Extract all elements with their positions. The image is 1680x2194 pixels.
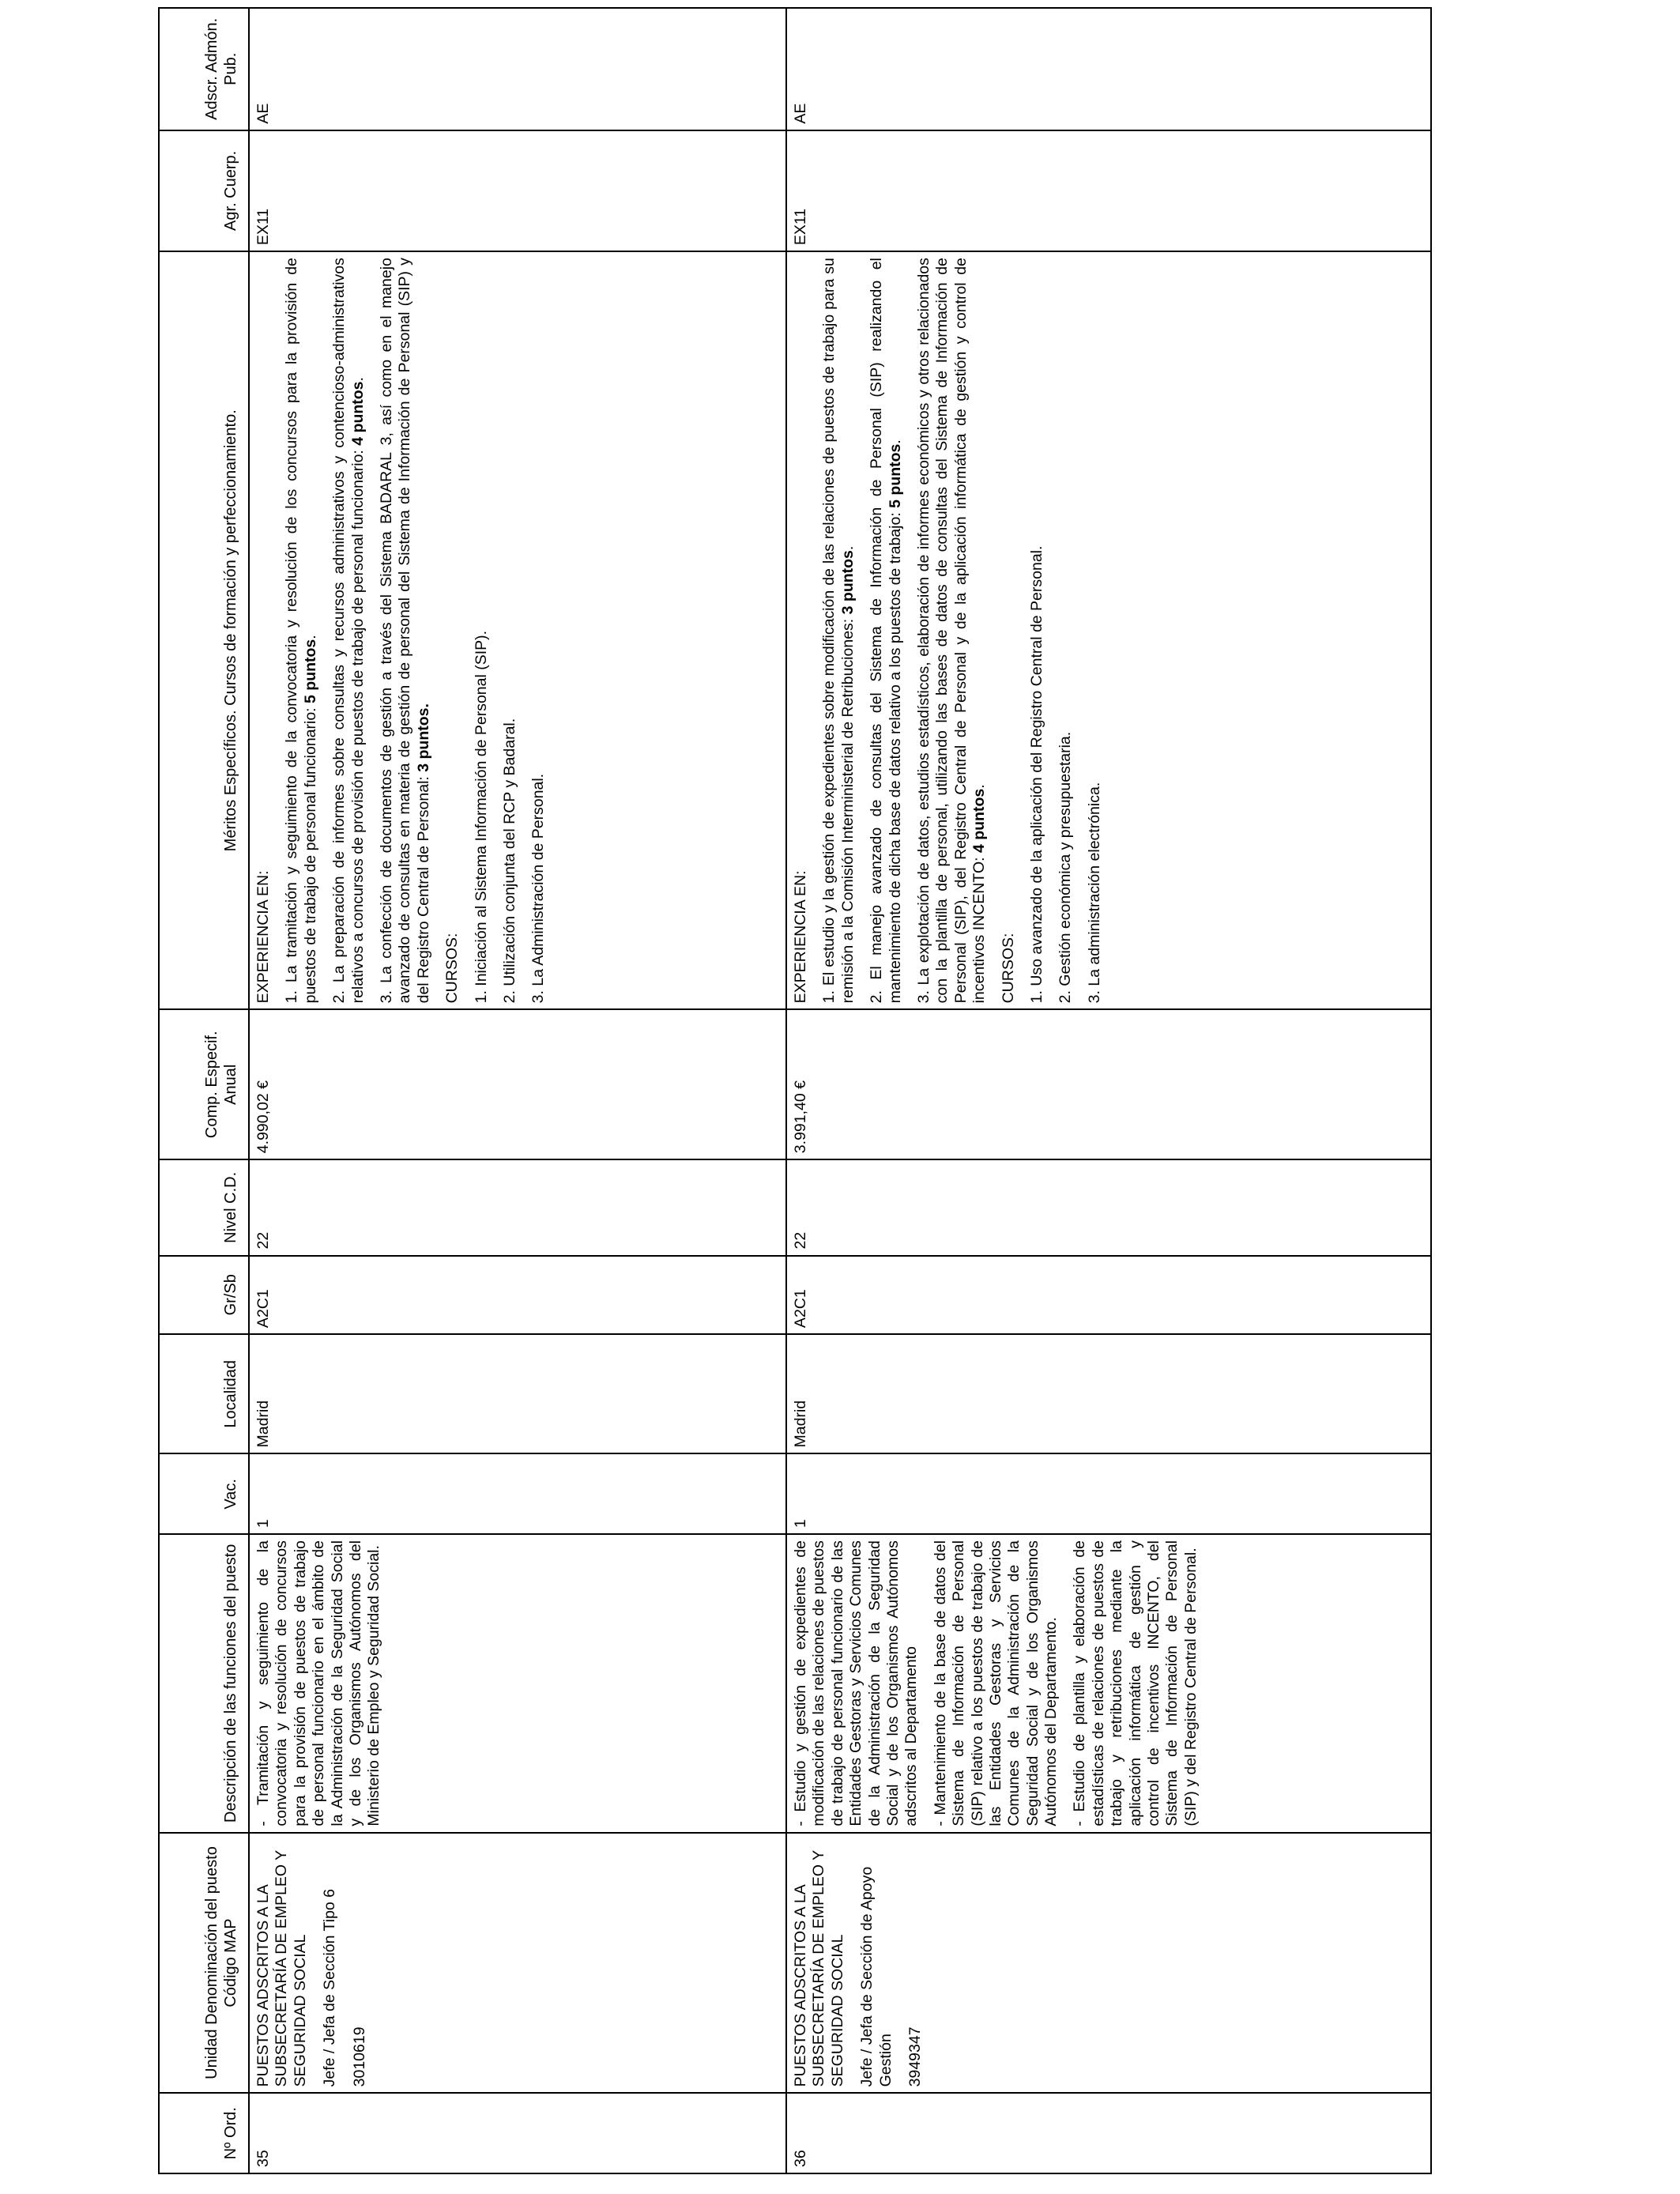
courses-title: CURSOS: bbox=[999, 933, 1017, 1004]
course-item: 1. Uso avanzado de la aplicación del Registro Central de Personal. bbox=[1027, 545, 1045, 1004]
cell-grsb: A2C1 bbox=[786, 1256, 1431, 1335]
experience-item bbox=[378, 258, 433, 1003]
cell-adscr: AE bbox=[249, 8, 786, 130]
experience-points: 5 puntos bbox=[886, 443, 904, 508]
course-item: 2. Utilización conjunta del RCP y Badaral. bbox=[500, 718, 518, 1004]
experience-text: 3. La explotación de datos, estudios estadísticos, elaboración de informes económicos y otros relacionados con la plantilla de personal, utilizando las bases de datos de consultas del Sistema de Información de Personal (SIP), del Registro Central de Personal y de la aplicación informática de gestión y control de incentivos INCENTO: bbox=[914, 258, 989, 1004]
course-item: 3. La administración electrónica. bbox=[1085, 782, 1103, 1004]
cell-descripcion bbox=[786, 1534, 1431, 1833]
cell-adscr: AE bbox=[786, 8, 1431, 130]
cell-agr: EX11 bbox=[249, 130, 786, 251]
experience-item bbox=[283, 258, 320, 1003]
experience-item bbox=[868, 258, 905, 1003]
header-unidad: Unidad Denominación del puesto Código MAP bbox=[159, 1833, 249, 2094]
positions-table bbox=[158, 7, 1432, 2174]
header-nivel: Nivel C.D. bbox=[159, 1159, 249, 1255]
experience-title: EXPERIENCIA EN: bbox=[792, 870, 809, 1004]
cell-agr: EX11 bbox=[786, 130, 1431, 251]
cell-comp: 3.991,40 € bbox=[786, 1009, 1431, 1159]
cell-meritos bbox=[249, 251, 786, 1009]
header-vac: Vac. bbox=[159, 1453, 249, 1534]
experience-points: 4 puntos bbox=[970, 788, 989, 854]
experience-end: . bbox=[886, 439, 904, 444]
experience-end: . bbox=[838, 545, 857, 551]
course-item: 1. Iniciación al Sistema Información de Personal (SIP). bbox=[472, 630, 490, 1004]
experience-end: . bbox=[348, 377, 367, 382]
experience-item bbox=[915, 258, 989, 1003]
header-descripcion: Descripción de las funciones del puesto bbox=[159, 1534, 249, 1833]
position-code: 3949347 bbox=[906, 2026, 924, 2087]
experience-text: 2. La preparación de informes sobre consultas y recursos administrativos y contencioso-administrativos relativos a concursos de provisión de puestos de trabajo de personal funcionario: bbox=[330, 258, 367, 1004]
header-adscr: Adscr. Admón. Pub. bbox=[159, 8, 249, 130]
experience-points: 5 puntos bbox=[301, 639, 319, 703]
header-agr: Agr. Cuerp. bbox=[159, 130, 249, 251]
courses-title: CURSOS: bbox=[443, 933, 461, 1004]
cell-unidad bbox=[249, 1833, 786, 2094]
cell-meritos bbox=[786, 251, 1431, 1009]
cell-ord: 36 bbox=[786, 2093, 1431, 2173]
cell-localidad: Madrid bbox=[786, 1334, 1431, 1453]
cell-descripcion bbox=[249, 1534, 786, 1833]
header-grsb: Gr/Sb bbox=[159, 1256, 249, 1335]
table-row bbox=[786, 8, 1431, 2173]
cell-ord: 35 bbox=[249, 2093, 786, 2173]
experience-text: 3. La confección de documentos de gestión a través del Sistema BADARAL 3, así como en el manejo avanzado de consultas en materia de gestión de personal del Sistema de Información de Personal (SIP) y del Registro Central de Personal: bbox=[377, 258, 432, 1004]
experience-points: 3 puntos bbox=[838, 550, 857, 615]
unit-name: PUESTOS ADSCRITOS A LA SUBSECRETARÍA DE EMPLEO Y SEGURIDAD SOCIAL bbox=[254, 1850, 309, 2087]
header-meritos: Méritos Específicos. Cursos de formación y perfeccionamiento. bbox=[159, 251, 249, 1009]
position-name: Jefe / Jefa de Sección de Apoyo Gestión bbox=[858, 1866, 895, 2087]
experience-text: 1. La tramitación y seguimiento de la convocatoria y resolución de los concursos para la provisión de puestos de trabajo de personal funcionario: bbox=[283, 258, 319, 1004]
cell-vac: 1 bbox=[249, 1453, 786, 1534]
experience-points: 3 puntos. bbox=[414, 703, 432, 772]
experience-item bbox=[820, 258, 857, 1003]
position-code: 3010619 bbox=[350, 2026, 368, 2087]
experience-item bbox=[330, 258, 367, 1003]
experience-end: . bbox=[301, 635, 319, 639]
experience-points: 4 puntos bbox=[348, 381, 367, 446]
cell-unidad bbox=[786, 1833, 1431, 2094]
table-row bbox=[249, 8, 786, 2173]
cell-vac: 1 bbox=[786, 1453, 1431, 1534]
header-ord: Nº Ord. bbox=[159, 2093, 249, 2173]
unit-name: PUESTOS ADSCRITOS A LA SUBSECRETARÍA DE EMPLEO Y SEGURIDAD SOCIAL bbox=[792, 1850, 846, 2087]
course-item: 3. La Administración de Personal. bbox=[529, 773, 548, 1004]
position-name: Jefe / Jefa de Sección Tipo 6 bbox=[321, 1888, 339, 2087]
experience-end: . bbox=[970, 784, 989, 789]
header-comp: Comp. Especif. Anual bbox=[159, 1009, 249, 1159]
course-item: 2. Gestión económica y presupuestaria. bbox=[1057, 731, 1075, 1004]
header-localidad: Localidad bbox=[159, 1334, 249, 1453]
description-item: - Tramitación y seguimiento de la convocatoria y resolución de concursos para la provisión de puestos de trabajo de personal funcionario en el ámbito de la Administración de la Seguridad Social y de los Organismos Autónomos del Ministerio de Empleo y Seguridad Social. bbox=[254, 1540, 383, 1826]
cell-comp: 4.990,02 € bbox=[249, 1009, 786, 1159]
description-item: - Estudio y gestión de expedientes de modificación de las relaciones de puestos de trabajo de personal funcionario de las Entidades Gestoras y Servicios Comunes de la Administración de la Seguridad Social y de los Organismos Autónomos adscritos al Departamento bbox=[792, 1540, 921, 1826]
experience-title: EXPERIENCIA EN: bbox=[254, 870, 272, 1004]
cell-grsb: A2C1 bbox=[249, 1256, 786, 1335]
header-row bbox=[159, 8, 249, 2173]
description-item: - Estudio de plantilla y elaboración de estadísticas de relaciones de puestos de trabajo y retribuciones mediante la aplicación informática de gestión y control de incentivos INCENTO, del Sistema de Información de Personal (SIP) y del Registro Central de Personal. bbox=[1071, 1540, 1200, 1826]
description-item: - Mantenimiento de la base de datos del Sistema de Información de Personal (SIP) relativo a los puestos de trabajo de las Entidades Gestoras y Servicios Comunes de la Administración de la Seguridad Social y de los Organismos Autónomos del Departamento. bbox=[931, 1540, 1060, 1826]
experience-text: 2. El manejo avanzado de consultas del Sistema de Información de Personal (SIP) realizando el mantenimiento de dicha base de datos relativo a los puestos de trabajo: bbox=[868, 258, 904, 1004]
experience-text: 1. El estudio y la gestión de expedientes sobre modificación de las relaciones de puestos de trabajo para su remisión a la Comisión Interministerial de Retribuciones: bbox=[820, 258, 857, 1004]
cell-localidad: Madrid bbox=[249, 1334, 786, 1453]
cell-nivel: 22 bbox=[786, 1159, 1431, 1255]
cell-nivel: 22 bbox=[249, 1159, 786, 1255]
